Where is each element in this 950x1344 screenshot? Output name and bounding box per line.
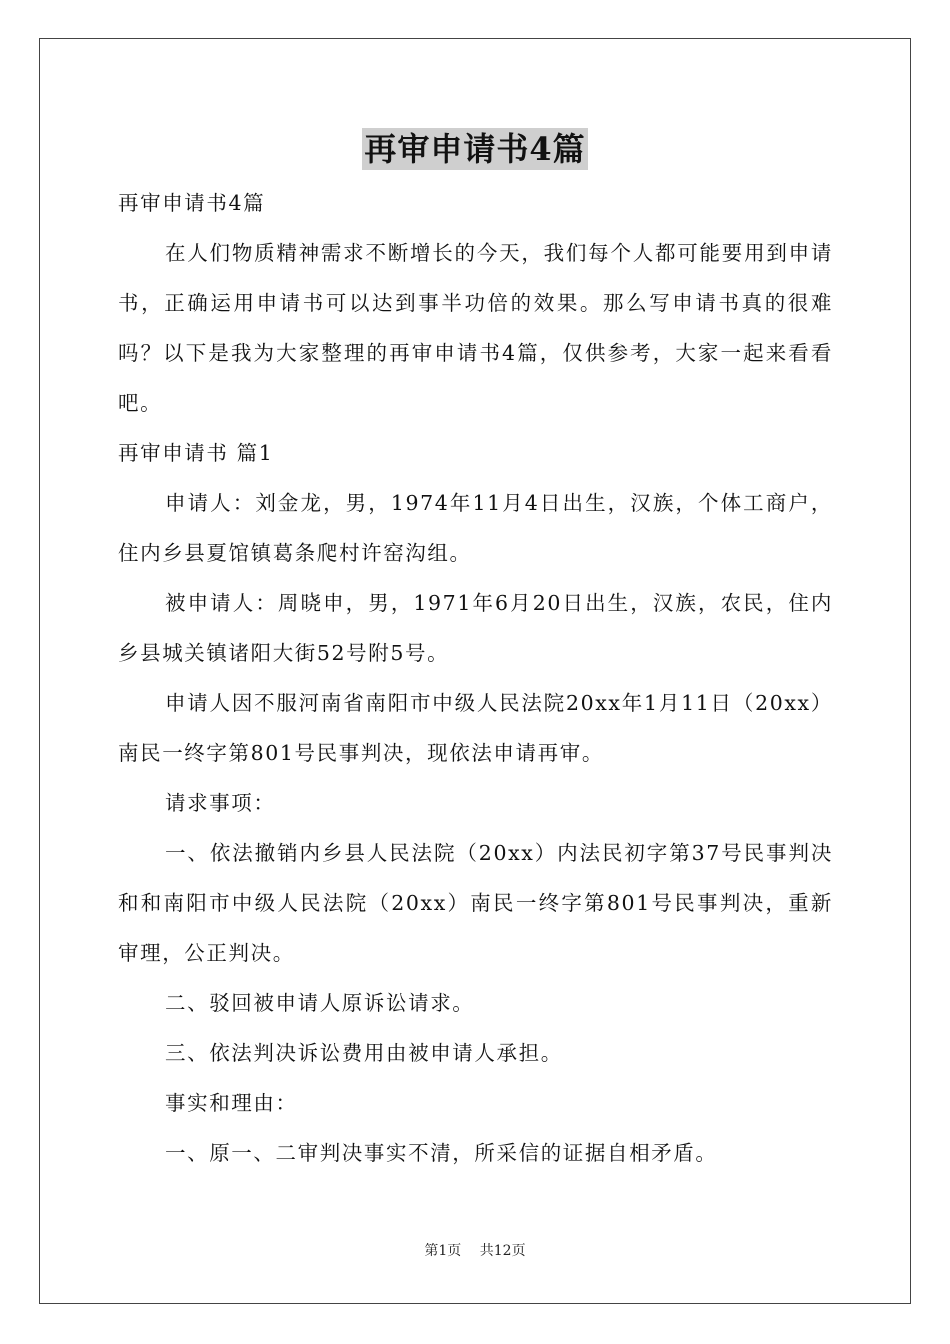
section-heading: 再审申请书 篇1 xyxy=(118,441,274,465)
paragraph-intro: 在人们物质精神需求不断增长的今天，我们每个人都可能要用到申请书，正确运用申请书可以达到事半功倍的效果。那么写申请书真的很难吗？以下是我为大家整理的再审申请书4篇，仅供参考，大家一起来看看吧。 xyxy=(118,241,833,415)
page-footer xyxy=(0,1240,950,1260)
paragraph-request-1: 一、依法撤销内乡县人民法院（20xx）内法民初字第37号民事判决和和南阳市中级人民法院（20xx）南民一终字第801号民事判决，重新审理，公正判决。 xyxy=(118,841,833,965)
paragraph-subtitle: 再审申请书4篇 xyxy=(118,191,266,215)
document-body xyxy=(118,178,833,1178)
page-number: 第1页 xyxy=(424,1243,462,1259)
document-title-text: 再审申请书4篇 xyxy=(364,130,586,168)
paragraph-reason: 申请人因不服河南省南阳市中级人民法院20xx年1月11日（20xx）南民一终字第801号民事判决，现依法申请再审。 xyxy=(118,691,833,765)
paragraph-requests-heading: 请求事项： xyxy=(165,791,276,815)
paragraph-facts-heading: 事实和理由： xyxy=(165,1091,298,1115)
paragraph-applicant: 申请人：刘金龙，男，1974年11月4日出生，汉族，个体工商户，住内乡县夏馆镇葛条爬村许窑沟组。 xyxy=(118,491,833,565)
paragraph-respondent: 被申请人：周晓申，男，1971年6月20日出生，汉族，农民，住内乡县城关镇诸阳大街52号附5号。 xyxy=(118,591,833,665)
page-total: 共12页 xyxy=(479,1243,526,1259)
paragraph-fact-1: 一、原一、二审判决事实不清，所采信的证据自相矛盾。 xyxy=(165,1141,718,1165)
paragraph-request-2: 二、驳回被申请人原诉讼请求。 xyxy=(165,991,475,1015)
paragraph-request-3: 三、依法判决诉讼费用由被申请人承担。 xyxy=(165,1041,563,1065)
document-title xyxy=(0,128,950,176)
